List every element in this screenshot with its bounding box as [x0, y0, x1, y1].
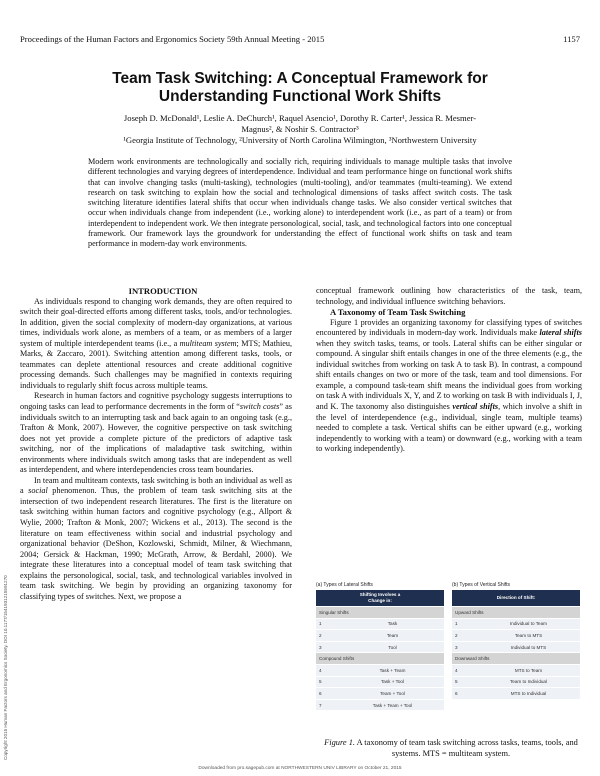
table_b-section-row	[452, 607, 580, 619]
intro-paragraph-3-continued: conceptual framework outlining how characteristics of the task, team, technology, and individual influence switching behaviors.	[316, 286, 582, 306]
row-number: 5	[455, 679, 458, 685]
figure-caption-text: A taxonomy of team task switching across tasks, teams, tools, and systems. MTS = multiteam system.	[355, 738, 578, 758]
row-number: 4	[319, 667, 322, 673]
table_a-row	[316, 642, 444, 654]
intro-paragraph-1: As individuals respond to changing work demands, they are often required to switch their goal-directed efforts among different tasks, tools, and/or technologies. In addition, given the social complexity of modern-day organizations, at various times, individuals work alone, as members of a team, or as members of a larger system of multiple interdependent teams (i.e., a multiteam system; MTS; Mathieu, Marks, & Zaccaro, 2001). Switching attention among different tasks, tools, or teammates can deplete attentional resources and create additional cognitive processing demands. Such challenges may be magnified in contexts requiring individuals to regularly shift focus across multiple teams.	[20, 296, 293, 390]
row-text: Task + Team	[379, 667, 406, 673]
author-block	[80, 113, 520, 146]
taxonomy-heading: A Taxonomy of Team Task Switching	[330, 307, 466, 318]
row-number: 5	[319, 679, 322, 685]
row-text: Tool	[388, 644, 397, 650]
table_a-section-row	[316, 653, 444, 665]
row-number: 3	[319, 644, 322, 650]
paper-title	[60, 70, 540, 106]
copyright-text: Copyright 2015 Human Factors and Ergonomics Society. DOI 10.1177/1541931215591270	[3, 575, 8, 760]
row-text: Team to MTS	[514, 632, 543, 638]
section-label: Compound Shifts	[319, 656, 355, 662]
affiliations: ¹Georgia Institute of Technology, ²University of North Carolina Wilmington, ³Northwestern University	[123, 135, 477, 145]
table-b-header: Direction of Shift:	[452, 590, 580, 607]
table_a-row	[316, 677, 444, 689]
row-number: 3	[455, 644, 458, 650]
table_b-row	[452, 642, 580, 654]
section-label: Downward Shifts	[455, 656, 490, 662]
introduction-heading: INTRODUCTION	[128, 286, 198, 296]
row-text: Individual to Team	[510, 621, 547, 627]
row-text: Task	[387, 621, 398, 627]
intro-paragraph-2: Research in human factors and cognitive psychology suggests interruptions to ongoing tasks can lead to performance decrements in the form of “switch costs” as individuals switch to an interrupting task and back again to an ongoing task (e.g., Trafton & Monk, 2007). However, the cognitive perspective on task switching does not yet provide a complete picture of the predictors of adaptive task switching, nor of the implications of maladaptive task switching, within environments where individuals switch among tasks that are independent as well as interdependent, and where interdependencies cross team boundaries.	[20, 391, 292, 475]
row-number: 1	[319, 621, 322, 627]
vertical-shifts-table	[452, 582, 580, 700]
section-label: Upward Shifts	[455, 609, 484, 615]
row-text: Task + Tool	[380, 679, 405, 685]
page-number: 1157	[563, 34, 580, 44]
row-number: 2	[319, 632, 322, 638]
intro-paragraph-3: In team and multiteam contexts, task switching is both an individual as well as a social phenomenon. Thus, the problem of team task switching sits at the intersection of two independent research literatures. The first is the literature on task switching within human factors and cognitive psychology (e.g., Allport & Wylie, 2000; Trafton & Monk, 2007; Wickens et al., 2013). The second is the literature on team effectiveness within social and industrial psychology and organizational behavior (DeShon, Kozlowski, Schmidt, Milner, & Wiechmann, 2004; Gersick & Hackman, 1990; McGrath, Arrow, & Berdahl, 2000). We integrate these literatures into a conceptual model of team task switching that explains the personological, social, task, and technological variables involved in team task switching. We begin by providing an organizing taxonomy for classifying types of switches. Next, we propose a	[20, 475, 292, 601]
row-text: Task + Team + Tool	[372, 702, 413, 708]
download-footer: Downloaded from pro.sagepub.com at NORTHWESTERN UNIV LIBRARY on October 21, 2015	[198, 766, 402, 771]
left-column	[20, 286, 292, 602]
row-text: MTS to Team	[514, 667, 543, 673]
row-text: Team to Individual	[509, 679, 548, 685]
table-b-caption: (b) Types of Vertical Shifts	[452, 582, 510, 588]
taxonomy-paragraph: Figure 1 provides an organizing taxonomy for classifying types of switches encountered by individuals in modern-day work. Individuals make lateral shifts when they switch tasks, teams, or tools. Lateral shifts can be either singular or compound. A singular shift entails changes in one of the three elements (e.g., the individual switches from working on task A to task B). In contrast, a compound shift entails changes on two or more of the task, team and tool dimensions. For example, a compound task-team shift means the individual goes from working on task A with individuals X, Y, and Z to working on task B with individuals I, J, and K. The taxonomy also distinguishes vertical shifts, which involve a shift in the level of interdependence (e.g., individual, single team, multiple teams) needed to complete a task. Vertical shifts can be either upward (e.g., working independently to working with a team) or downward (e.g., working with a team to working independently).	[316, 317, 582, 454]
table_a-section-row	[316, 607, 444, 619]
row-number: 4	[455, 667, 458, 673]
table-a-header: Shifting Involves a Change in:	[316, 590, 444, 607]
copyright-sidebar	[3, 390, 13, 770]
row-text: Individual to MTS	[510, 644, 547, 650]
figure-caption	[322, 738, 580, 759]
right-column	[316, 286, 582, 455]
table_b-row	[452, 665, 580, 677]
lateral-shifts-table	[316, 582, 444, 711]
title-line-1: Team Task Switching: A Conceptual Framework for	[112, 70, 488, 87]
figure-label: Figure 1.	[324, 738, 355, 747]
row-number: 6	[319, 690, 322, 696]
table-a-caption: (a) Types of Lateral Shifts	[316, 582, 373, 588]
section-label: Singular Shifts	[319, 609, 349, 615]
table_a-row	[316, 665, 444, 677]
row-number: 6	[455, 690, 458, 696]
table_b-row	[452, 630, 580, 642]
row-number: 2	[455, 632, 458, 638]
journal-name: Proceedings of the Human Factors and Ergonomics Society 59th Annual Meeting - 2015	[20, 34, 325, 44]
table_b-row	[452, 619, 580, 631]
title-line-2: Understanding Functional Work Shifts	[158, 88, 442, 105]
row-number: 7	[319, 702, 322, 708]
table_a-row	[316, 630, 444, 642]
row-text: Team	[386, 632, 399, 638]
table_b-row	[452, 688, 580, 700]
authors-line-1: Joseph D. McDonald¹, Leslie A. DeChurch¹, Raquel Asencio¹, Dorothy R. Carter¹, Jessica R. Mesmer-	[123, 113, 477, 123]
table_a-row	[316, 619, 444, 631]
table_b-row	[452, 677, 580, 689]
row-text: MTS to Individual	[510, 690, 547, 696]
running-header	[20, 34, 580, 44]
row-text: Team + Tool	[380, 690, 405, 696]
row-number: 1	[455, 621, 458, 627]
authors-line-2: Magnus², & Noshir S. Contractor³	[241, 124, 359, 134]
table_b-section-row	[452, 653, 580, 665]
table_a-row	[316, 700, 444, 712]
table_a-row	[316, 688, 444, 700]
abstract: Modern work environments are technologically and socially rich, requiring individuals to manage multiple tasks that involve different technologies and varying degrees of interdependence. Individual and team performance hinge on functional work shifts that can involve changing tasks (multi-tasking), technologies (multi-tooling), and/or teammates (multi-teaming). We extend research on task switching to explain how the social and technological dimensions of tasks affect switch costs. The task switching literature identifies lateral shifts that occur when individuals change tasks. We also consider vertical switches that occur when individuals change from independent (i.e., working alone) to interdependent work (i.e., as part of a team) or from interdependent to independent work. We then integrate personological, social, task, and technological factors into one conceptual framework. Our framework lays the groundwork for understanding the effect of functional work shifts on task and team performance in modern-day work environments.	[88, 157, 512, 249]
